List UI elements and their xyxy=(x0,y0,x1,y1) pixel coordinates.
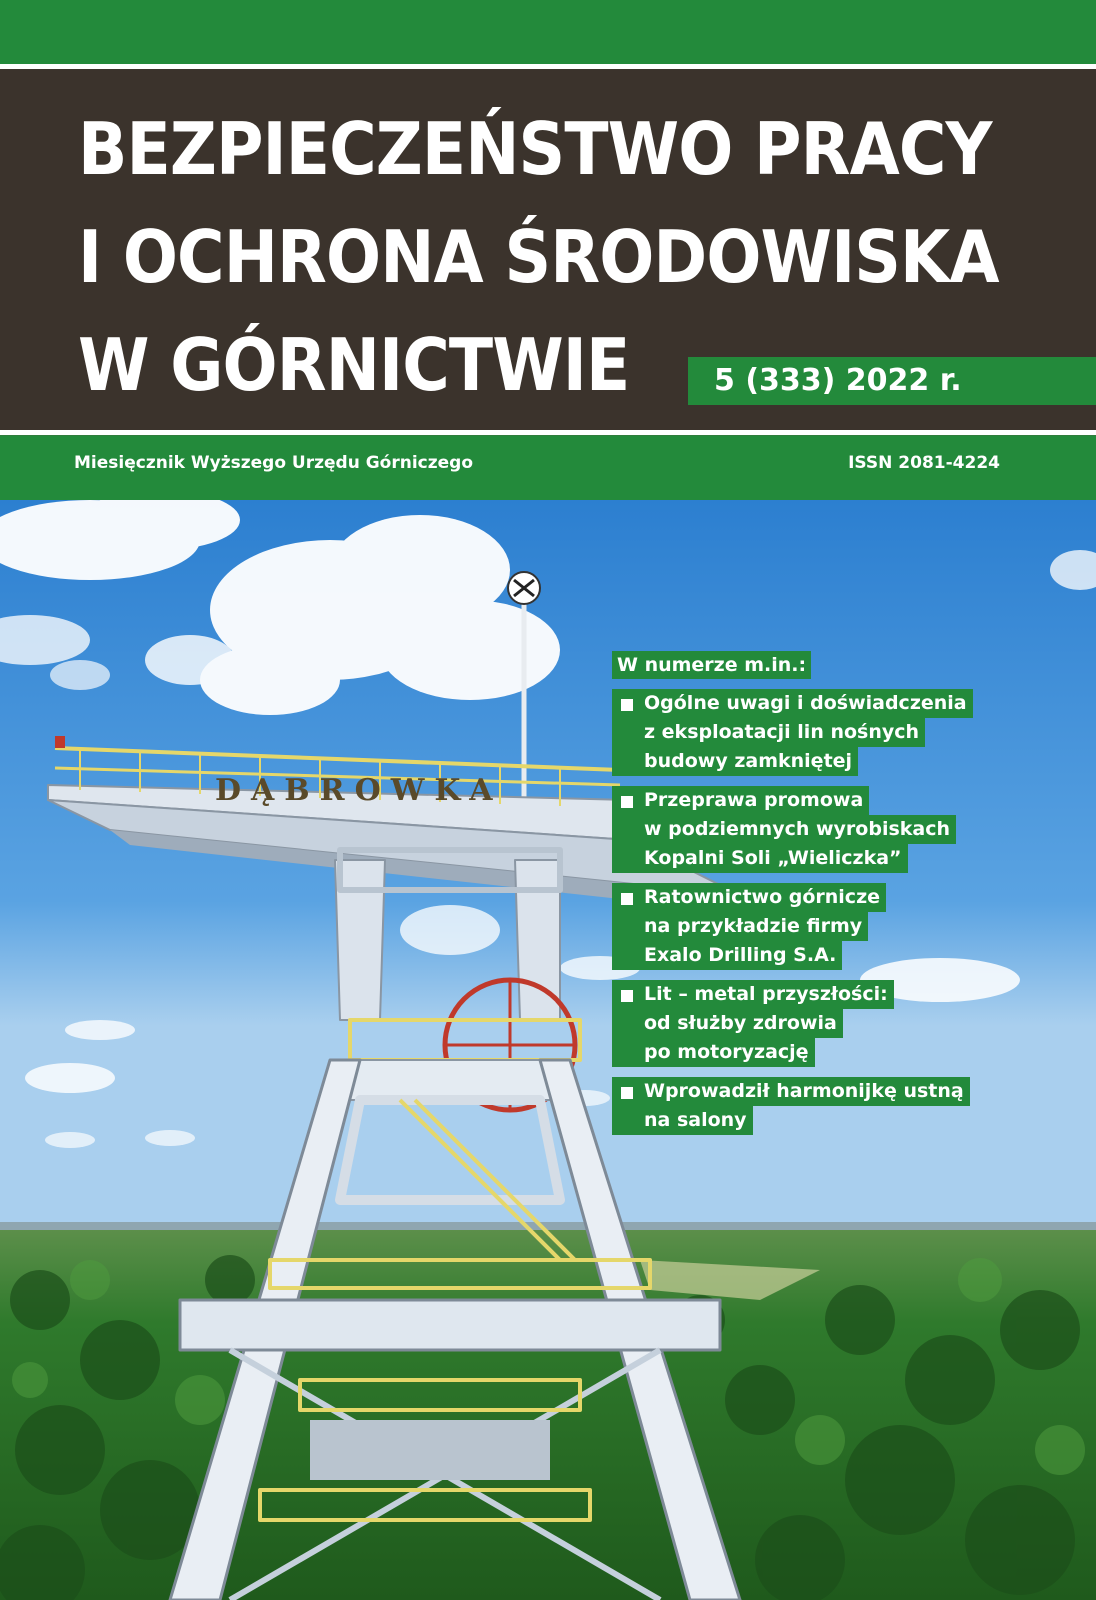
contents-heading: W numerze m.in.: xyxy=(612,651,811,679)
divider-line-bottom xyxy=(0,430,1096,435)
square-bullet-icon xyxy=(621,796,633,808)
contents-item-line: budowy zamkniętej xyxy=(612,747,858,776)
title-line-1: BEZPIECZEŃSTWO PRACY xyxy=(78,107,992,191)
square-bullet-icon xyxy=(621,1087,633,1099)
contents-item-line: Lit – metal przyszłości: xyxy=(612,980,894,1009)
contents-panel xyxy=(612,651,973,1135)
square-bullet-icon xyxy=(621,990,633,1002)
title-line-3: W GÓRNICTWIE xyxy=(78,323,630,407)
contents-item-5 xyxy=(612,1077,973,1135)
square-bullet-icon xyxy=(621,893,633,905)
square-bullet-icon xyxy=(621,699,633,711)
headframe-sign-text: DĄBROWKA xyxy=(215,773,503,808)
contents-item-3 xyxy=(612,883,973,970)
contents-item-line: na przykładzie firmy xyxy=(612,912,868,941)
contents-item-line: w podziemnych wyrobiskach xyxy=(612,815,956,844)
contents-item-line: z eksploatacji lin nośnych xyxy=(612,718,925,747)
issn-number: ISSN 2081-4224 xyxy=(848,453,1000,473)
contents-item-line: Wprowadził harmonijkę ustną xyxy=(612,1077,970,1106)
contents-item-line: Ogólne uwagi i doświadczenia xyxy=(612,689,973,718)
contents-item-line: od służby zdrowia xyxy=(612,1009,843,1038)
publisher-subtitle: Miesięcznik Wyższego Urzędu Górniczego xyxy=(74,453,474,473)
contents-item-line: Przeprawa promowa xyxy=(612,786,869,815)
contents-item-2 xyxy=(612,786,973,873)
contents-item-line: Exalo Drilling S.A. xyxy=(612,941,842,970)
top-green-band xyxy=(0,0,1096,64)
contents-item-4 xyxy=(612,980,973,1067)
issue-number: 5 (333) 2022 r. xyxy=(714,363,962,398)
contents-item-1 xyxy=(612,689,973,776)
title-line-2: I OCHRONA ŚRODOWISKA xyxy=(78,215,999,299)
contents-item-line: na salony xyxy=(612,1106,753,1135)
contents-item-line: Kopalni Soli „Wieliczka” xyxy=(612,844,908,873)
contents-item-line: Ratownictwo górnicze xyxy=(612,883,886,912)
contents-item-line: po motoryzację xyxy=(612,1038,815,1067)
